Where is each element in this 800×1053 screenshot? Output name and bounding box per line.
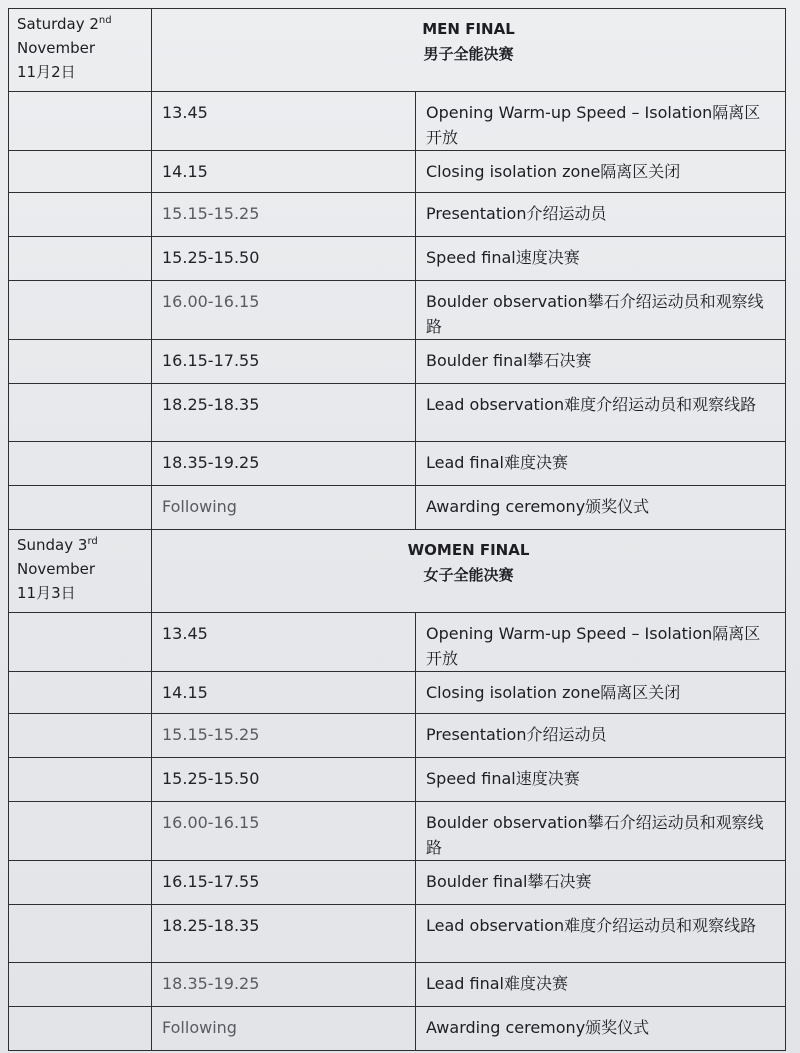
event-cell: Opening Warm-up Speed – Isolation隔离区开放 [416,613,786,672]
section-title-zh: 女子全能决赛 [423,566,514,584]
section-title-cell [152,530,786,613]
section-title-en: WOMEN FINAL [407,541,530,559]
time-cell: 14.15 [152,672,416,714]
time-cell: 18.25-18.35 [152,384,416,442]
time-cell: 15.25-15.50 [152,758,416,802]
blank-cell [9,193,152,237]
date-day: Saturday 2 [17,15,99,33]
date-cell [9,9,152,92]
event-cell: Boulder observation攀石介绍运动员和观察线路 [416,281,786,340]
blank-cell [9,802,152,861]
blank-cell [9,92,152,151]
blank-cell [9,340,152,384]
schedule-row [9,672,786,714]
time-cell: 15.15-15.25 [152,714,416,758]
schedule-row [9,237,786,281]
blank-cell [9,613,152,672]
section-header-row [9,9,786,92]
event-cell: Closing isolation zone隔离区关闭 [416,672,786,714]
schedule-body [9,9,786,1051]
time-cell: Following [152,486,416,530]
blank-cell [9,442,152,486]
schedule-row [9,613,786,672]
event-cell: Boulder final攀石决赛 [416,340,786,384]
date-cell [9,530,152,613]
date-zh: 11月2日 [17,63,76,81]
blank-cell [9,281,152,340]
event-cell: Presentation介绍运动员 [416,193,786,237]
blank-cell [9,384,152,442]
event-cell: Speed final速度决赛 [416,758,786,802]
time-cell: 14.15 [152,151,416,193]
event-cell: Lead observation难度介绍运动员和观察线路 [416,905,786,963]
blank-cell [9,714,152,758]
time-cell: 15.15-15.25 [152,193,416,237]
event-cell: Speed final速度决赛 [416,237,786,281]
event-cell: Awarding ceremony颁奖仪式 [416,1007,786,1051]
schedule-row [9,193,786,237]
schedule-row [9,905,786,963]
schedule-row [9,92,786,151]
event-cell: Lead final难度决赛 [416,963,786,1007]
blank-cell [9,672,152,714]
time-cell: 16.15-17.55 [152,861,416,905]
time-cell: 15.25-15.50 [152,237,416,281]
time-cell: Following [152,1007,416,1051]
date-suffix: nd [98,15,112,26]
event-cell: Opening Warm-up Speed – Isolation隔离区开放 [416,92,786,151]
schedule-row [9,384,786,442]
blank-cell [9,1007,152,1051]
date-month: November [17,560,96,578]
event-cell: Closing isolation zone隔离区关闭 [416,151,786,193]
date-day: Sunday 3 [17,536,88,554]
schedule-row [9,758,786,802]
schedule-row [9,151,786,193]
time-cell: 16.00-16.15 [152,281,416,340]
time-cell: 13.45 [152,613,416,672]
time-cell: 16.00-16.15 [152,802,416,861]
date-zh: 11月3日 [17,584,76,602]
event-cell: Awarding ceremony颁奖仪式 [416,486,786,530]
event-cell: Presentation介绍运动员 [416,714,786,758]
date-month: November [17,39,96,57]
blank-cell [9,237,152,281]
time-cell: 18.35-19.25 [152,963,416,1007]
schedule-row [9,802,786,861]
schedule-row [9,861,786,905]
blank-cell [9,758,152,802]
time-cell: 13.45 [152,92,416,151]
event-cell: Lead final难度决赛 [416,442,786,486]
blank-cell [9,905,152,963]
section-title-cell [152,9,786,92]
schedule-row [9,486,786,530]
blank-cell [9,486,152,530]
section-title-en: MEN FINAL [422,20,515,38]
event-cell: Boulder final攀石决赛 [416,861,786,905]
time-cell: 18.35-19.25 [152,442,416,486]
event-cell: Lead observation难度介绍运动员和观察线路 [416,384,786,442]
date-suffix: rd [87,536,98,547]
schedule-row [9,963,786,1007]
blank-cell [9,151,152,193]
schedule-table [8,8,786,1051]
schedule-row [9,340,786,384]
blank-cell [9,861,152,905]
section-header-row [9,530,786,613]
schedule-row [9,442,786,486]
time-cell: 16.15-17.55 [152,340,416,384]
schedule-row [9,281,786,340]
time-cell: 18.25-18.35 [152,905,416,963]
section-title-zh: 男子全能决赛 [423,45,514,63]
schedule-row [9,714,786,758]
blank-cell [9,963,152,1007]
schedule-row [9,1007,786,1051]
event-cell: Boulder observation攀石介绍运动员和观察线路 [416,802,786,861]
